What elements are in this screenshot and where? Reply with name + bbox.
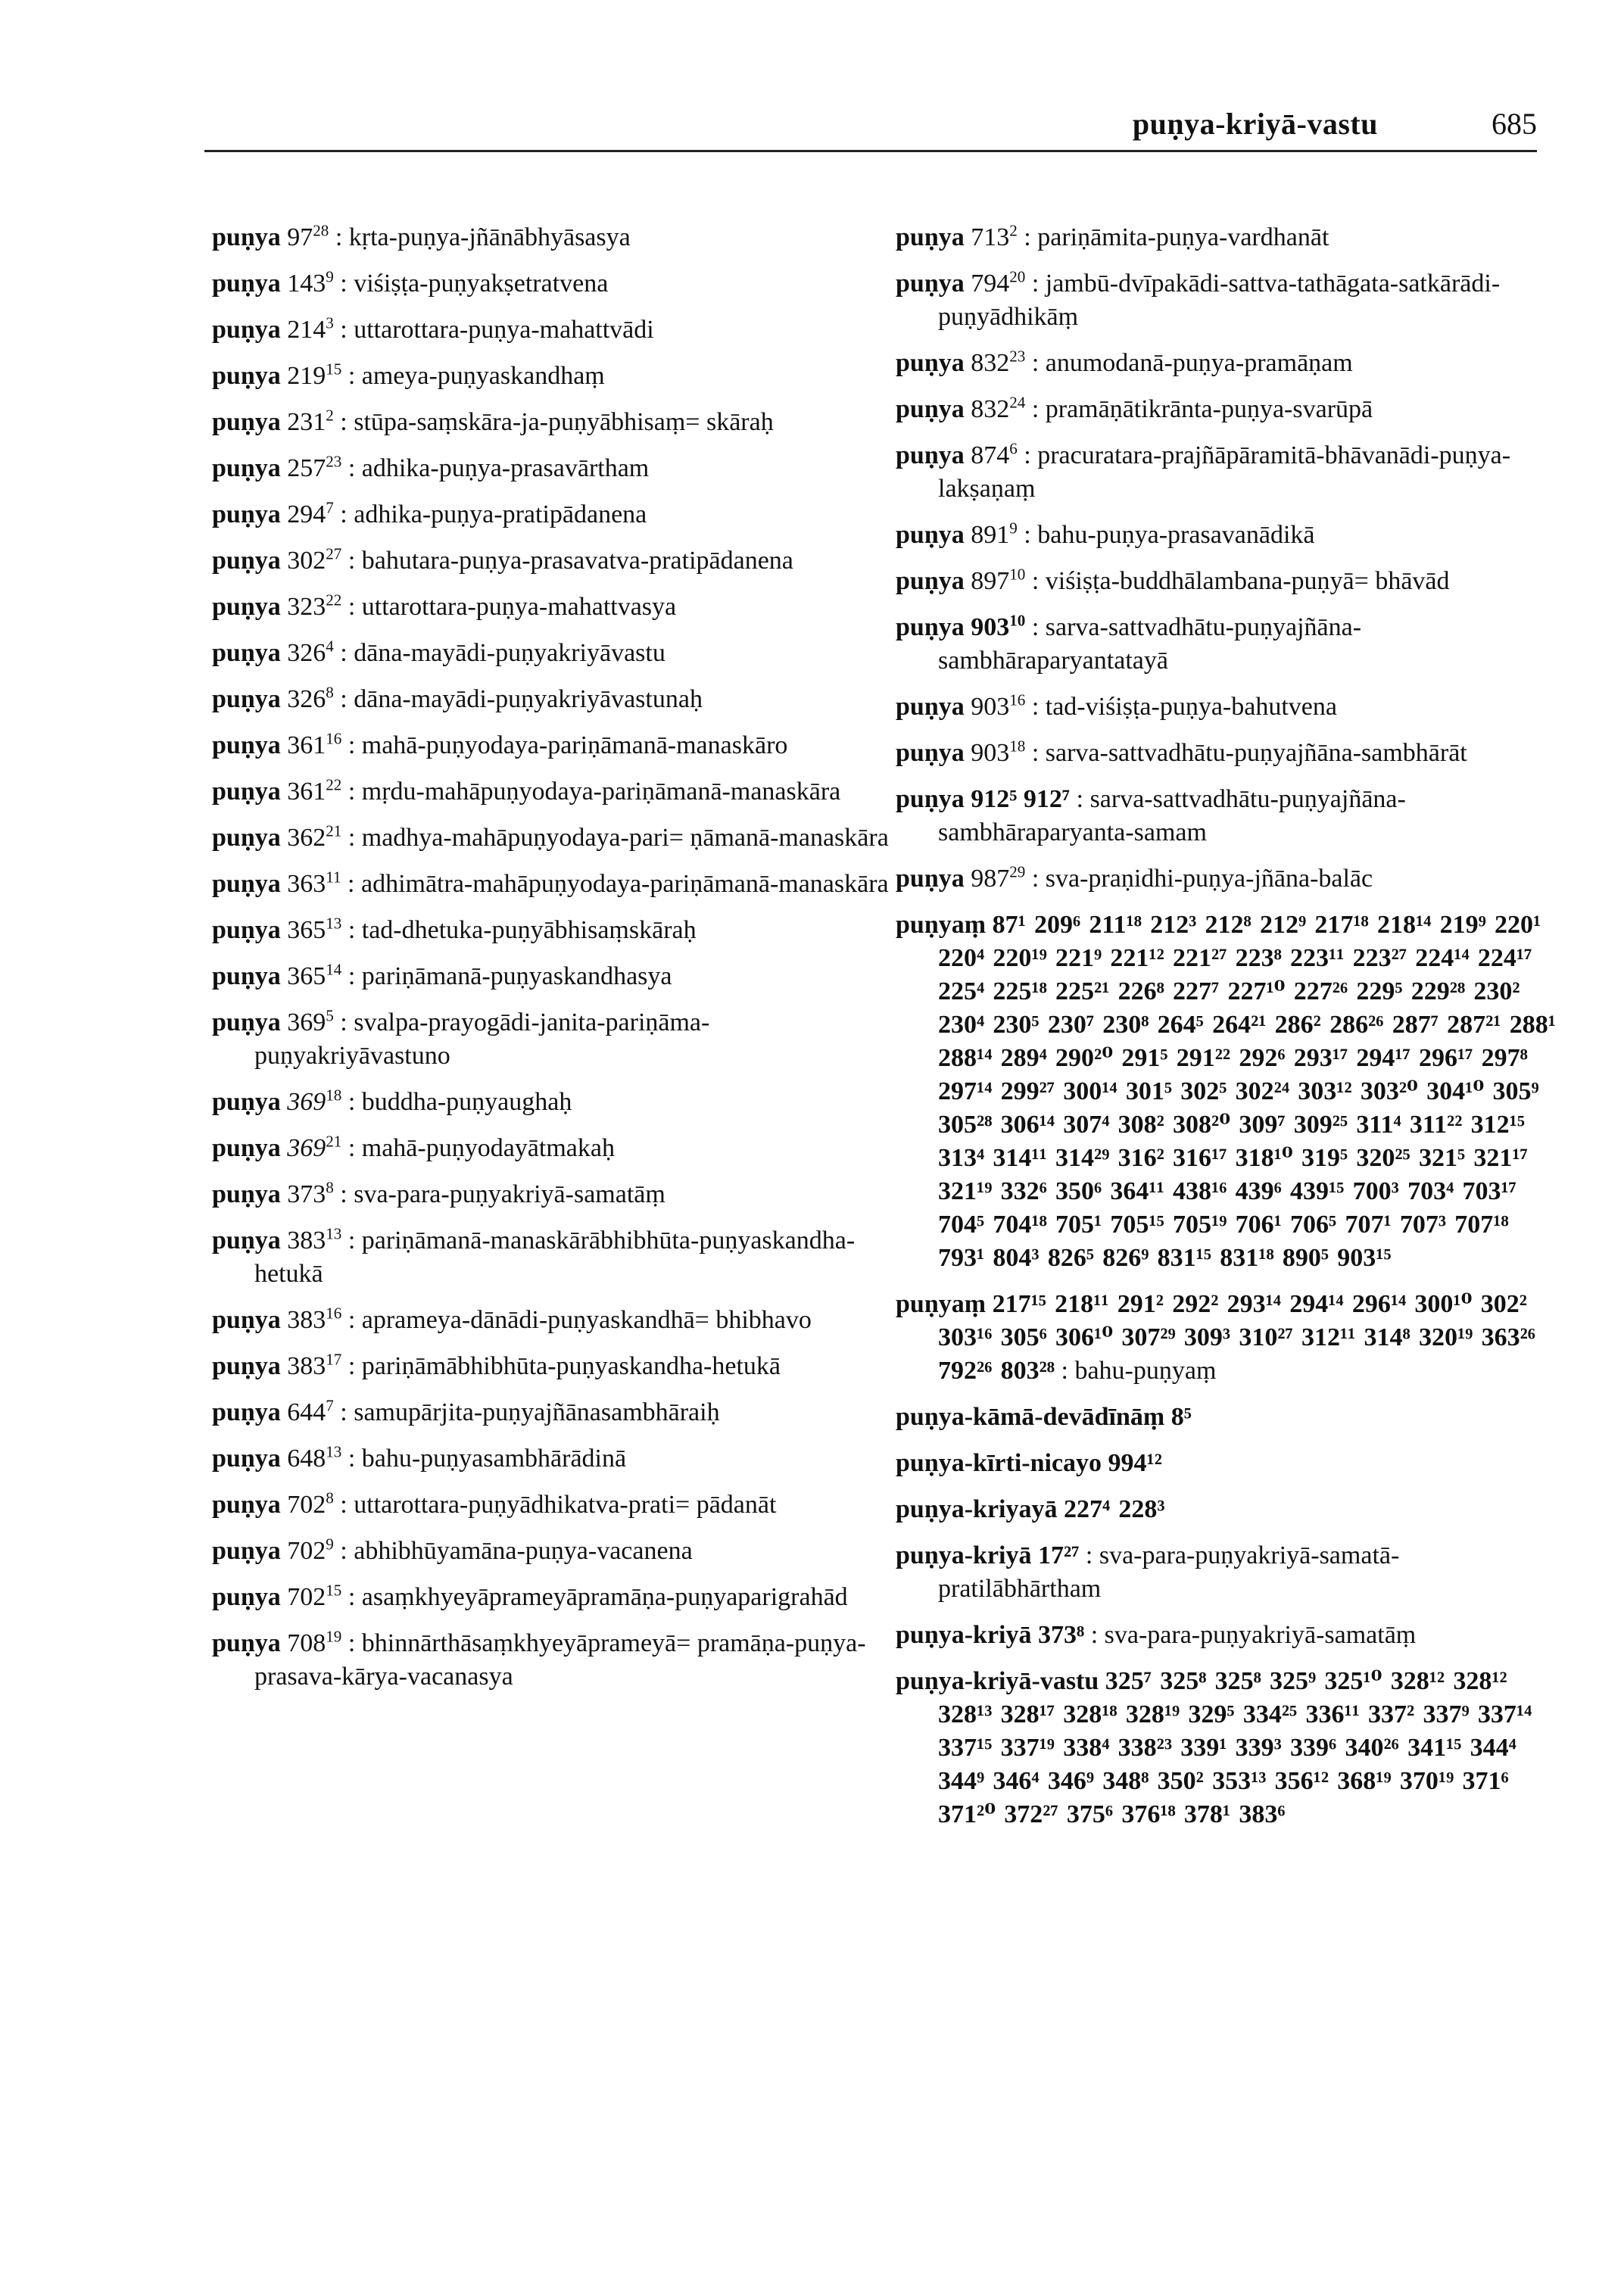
index-entry xyxy=(212,821,893,855)
index-entry xyxy=(212,360,893,393)
entry-reference xyxy=(287,1537,334,1565)
entry-gloss: : pariṇāmanā-manaskārābhibhūta-puṇyaskandha-hetukā xyxy=(254,1226,856,1288)
index-entry xyxy=(212,1442,893,1476)
reference-page: 143 xyxy=(287,270,326,298)
reference-line: 8 xyxy=(326,1178,334,1197)
entry-reference xyxy=(971,567,1025,595)
reference-line: 15 xyxy=(326,360,342,379)
reference-page: 644 xyxy=(287,1398,326,1426)
entry-gloss: : bahu-puṇyasambhārādinā xyxy=(341,1445,627,1473)
reference-page: 373 xyxy=(287,1180,326,1208)
entry-headword: puṇya xyxy=(212,1008,281,1036)
entry-references: 87¹ 209⁶ 211¹⁸ 212³ 212⁸ 212⁹ 217¹⁸ 218¹⁴ 219⁹ 220¹ 220⁴ 220¹⁹ 221⁹ 221¹² 221²⁷ 223⁸ 223¹¹ 223²⁷ 224¹⁴ 224¹⁷ 225⁴ 225¹⁸ 225²¹ 226⁸ 227⁷ 227¹⁰ 227²⁶ 229⁵ 229²⁸ 230² 230⁴ 230⁵ 230⁷ 230⁸ 264⁵ 264²¹ 286² 286²⁶ 287⁷ 287²¹ 288¹ 288¹⁴ 289⁴ 290²⁰ 291⁵ 291²² 292⁶ 293¹⁷ 294¹⁷ 296¹⁷ 297⁸ 297¹⁴ 299²⁷ 300¹⁴ 301⁵ 302⁵ 302²⁴ 303¹² 303²⁰ 304¹⁰ 305⁹ 305²⁸ 306¹⁴ 307⁴ 308² 308²⁰ 309⁷ 309²⁵ 311⁴ 311²² 312¹⁵ 313⁴ 314¹¹ 314²⁹ 316² 316¹⁷ 318¹⁰ 319⁵ 320²⁵ 321⁵ 321¹⁷ 321¹⁹ 332⁶ 350⁶ 364¹¹ 438¹⁶ 439⁶ 439¹⁵ 700³ 703⁴ 703¹⁷ 704⁵ 704¹⁸ 705¹ 705¹⁵ 705¹⁹ 706¹ 706⁵ 707¹ 707³ 707¹⁸ 793¹ 804³ 826⁵ 826⁹ 831¹⁵ 831¹⁸ 890⁵ 903¹⁵ xyxy=(938,911,1556,1272)
page-number: 685 xyxy=(1492,107,1537,141)
entry-reference xyxy=(971,223,1018,251)
entry-headword: puṇya xyxy=(896,567,965,595)
entry-reference xyxy=(287,500,334,528)
reference-line: 27 xyxy=(326,544,342,563)
entry-gloss: : pariṇāmanā-puṇyaskandhasya xyxy=(341,962,672,990)
entry-gloss: : samupārjita-puṇyajñānasambhāraiḥ xyxy=(333,1398,720,1426)
reference-line: 7 xyxy=(326,1396,334,1415)
index-entry xyxy=(212,452,893,485)
reference-page: 903 xyxy=(971,613,1010,641)
entry-reference xyxy=(287,1088,341,1116)
index-entry xyxy=(212,1304,893,1337)
entry-reference xyxy=(287,1488,334,1519)
entry-headword: puṇya xyxy=(212,962,281,990)
index-entry xyxy=(896,1619,1562,1652)
reference-line: 29 xyxy=(1009,862,1026,881)
entry-reference xyxy=(287,223,329,251)
reference-line: 2 xyxy=(326,406,334,425)
entry-references: 17²⁷ xyxy=(1038,1541,1080,1569)
entry-gloss: : pramāṇātikrānta-puṇya-svarūpā xyxy=(1025,395,1373,423)
entry-reference xyxy=(287,544,342,575)
index-entry xyxy=(212,544,893,578)
reference-page: 383 xyxy=(287,1226,326,1255)
reference-line: 13 xyxy=(326,1442,342,1461)
index-entry xyxy=(212,914,893,947)
index-entry xyxy=(896,347,1562,380)
reference-line: 22 xyxy=(326,775,342,794)
entry-headword: puṇyaṃ xyxy=(896,911,987,939)
entry-gloss: : anumodanā-puṇya-pramāṇam xyxy=(1025,349,1353,377)
reference-line: 10 xyxy=(1009,611,1026,630)
reference-line: 7 xyxy=(326,498,334,517)
entry-gloss: : tad-dhetuka-puṇyābhisaṃskāraḥ xyxy=(341,916,697,944)
index-entry xyxy=(212,1178,893,1211)
index-entry xyxy=(896,267,1562,334)
entry-headword: puṇya xyxy=(212,1306,281,1334)
reference-line: 19 xyxy=(326,1627,342,1646)
index-entry xyxy=(212,1224,893,1291)
reference-page: 369 xyxy=(287,1134,326,1162)
index-entry xyxy=(212,683,893,716)
entry-headword: puṇya xyxy=(212,1445,281,1473)
entry-headword: puṇya-kāmā-devādīnāṃ xyxy=(896,1403,1165,1431)
right-column xyxy=(896,221,1562,1844)
entry-gloss: : tad-viśiṣṭa-puṇya-bahutvena xyxy=(1025,693,1337,721)
entry-headword: puṇya-kīrti-nicayo xyxy=(896,1449,1102,1477)
entry-headword: puṇya xyxy=(212,731,281,759)
index-entry xyxy=(896,1401,1562,1434)
entry-headword: puṇya xyxy=(212,270,281,298)
entry-headword: puṇya xyxy=(212,685,281,713)
reference-line: 13 xyxy=(326,914,342,933)
entry-gloss: : dāna-mayādi-puṇyakriyāvastu xyxy=(333,639,665,667)
reference-line: 8 xyxy=(326,1488,334,1507)
entry-headword: puṇya xyxy=(212,454,281,482)
index-entry xyxy=(896,690,1562,724)
reference-page: 326 xyxy=(287,685,326,713)
entry-reference xyxy=(287,1629,341,1657)
index-entry xyxy=(896,1539,1562,1606)
entry-gloss: : adhika-puṇya-prasavārtham xyxy=(341,454,650,482)
entry-gloss: : bahu-puṇyaṃ xyxy=(1055,1357,1217,1385)
reference-line: 3 xyxy=(326,313,334,332)
entry-headword: puṇya xyxy=(896,395,965,423)
index-entry xyxy=(896,909,1562,1275)
index-entry xyxy=(896,439,1562,506)
entry-headword: puṇya-kriyayā xyxy=(896,1495,1058,1523)
reference-page: 702 xyxy=(287,1537,326,1565)
entry-reference xyxy=(971,613,1025,641)
entry-gloss: : sva-para-puṇyakriyā-samatā-pratilābhārtham xyxy=(938,1541,1400,1603)
entry-reference xyxy=(287,685,334,713)
entry-headword: puṇyaṃ xyxy=(896,1290,987,1318)
entry-headword: puṇya xyxy=(212,1629,281,1657)
entry-gloss: : sarva-sattvadhātu-puṇyajñāna-sambhāraparyantatayā xyxy=(938,613,1362,675)
index-entry xyxy=(212,637,893,670)
entry-reference xyxy=(971,267,1026,298)
reference-page: 362 xyxy=(287,824,326,852)
entry-reference xyxy=(287,1442,342,1473)
reference-line: 13 xyxy=(326,1224,342,1243)
reference-line: 4 xyxy=(326,637,334,656)
index-entry xyxy=(212,498,893,531)
entry-gloss: : bhinnārthāsaṃkhyeyāprameyā= pramāṇa-puṇya-prasava-kārya-vacanasya xyxy=(254,1629,866,1691)
entry-headword: puṇya-kriyā xyxy=(896,1621,1032,1649)
entry-reference xyxy=(287,1226,341,1255)
reference-page: 912⁵ 912⁷ xyxy=(971,785,1071,813)
entry-headword: puṇya xyxy=(212,1226,281,1255)
reference-page: 383 xyxy=(287,1306,326,1334)
entry-headword: puṇya xyxy=(212,362,281,390)
reference-page: 713 xyxy=(971,223,1010,251)
entry-references: 8⁵ xyxy=(1170,1403,1192,1431)
entry-gloss: : aprameya-dānādi-puṇyaskandhā= bhibhavo xyxy=(341,1306,812,1334)
entry-gloss: : stūpa-saṃskāra-ja-puṇyābhisaṃ= skāraḥ xyxy=(333,408,774,436)
entry-reference xyxy=(971,521,1018,549)
reference-line: 9 xyxy=(326,267,334,286)
entry-headword: puṇya xyxy=(212,1352,281,1380)
entry-reference xyxy=(287,870,341,898)
reference-line: 10 xyxy=(1009,565,1026,584)
entry-reference xyxy=(287,962,341,990)
entry-reference xyxy=(287,639,334,667)
index-entry xyxy=(212,775,893,809)
reference-page: 323 xyxy=(287,593,326,621)
entry-gloss: : uttarottara-puṇya-mahattvādi xyxy=(333,316,654,344)
index-entry xyxy=(896,1665,1562,1831)
reference-page: 897 xyxy=(971,567,1010,595)
reference-page: 383 xyxy=(287,1352,326,1380)
reference-line: 9 xyxy=(326,1535,334,1554)
reference-line: 16 xyxy=(326,1304,342,1323)
reference-line: 21 xyxy=(326,1132,342,1151)
reference-page: 987 xyxy=(971,865,1010,893)
entry-gloss: : kṛta-puṇya-jñānābhyāsasya xyxy=(329,223,631,251)
entry-gloss: : pariṇāmābhibhūta-puṇyaskandha-hetukā xyxy=(341,1352,781,1380)
entry-headword: puṇya xyxy=(212,500,281,528)
entry-reference xyxy=(971,739,1025,767)
entry-gloss: : dāna-mayādi-puṇyakriyāvastunaḥ xyxy=(333,685,703,713)
entry-reference xyxy=(287,593,341,621)
reference-page: 326 xyxy=(287,639,326,667)
reference-line: 16 xyxy=(1009,690,1026,709)
index-entry xyxy=(212,591,893,624)
entry-headword: puṇya xyxy=(896,521,965,549)
reference-page: 903 xyxy=(971,693,1010,721)
reference-line: 16 xyxy=(326,729,342,748)
entry-reference xyxy=(971,862,1026,893)
entry-reference xyxy=(287,1583,341,1611)
reference-line: 23 xyxy=(1009,347,1026,366)
reference-line: 15 xyxy=(326,1581,342,1600)
reference-line: 21 xyxy=(326,821,342,840)
entry-headword: puṇya-kriyā xyxy=(896,1541,1032,1569)
entry-gloss: : sva-para-puṇyakriyā-samatāṃ xyxy=(1084,1621,1417,1649)
reference-line: 24 xyxy=(1009,393,1026,412)
entry-headword: puṇya xyxy=(896,739,965,767)
reference-page: 363 xyxy=(287,870,326,898)
reference-page: 832 xyxy=(971,395,1010,423)
reference-line: 18 xyxy=(1009,737,1026,756)
entry-headword: puṇya xyxy=(212,1398,281,1426)
entry-gloss: : pracuratara-prajñāpāramitā-bhāvanādi-puṇya-lakṣaṇaṃ xyxy=(938,441,1511,503)
entry-reference xyxy=(287,454,341,482)
entry-headword: puṇya xyxy=(896,785,965,813)
index-entry xyxy=(212,1581,893,1614)
entry-reference xyxy=(971,395,1025,423)
reference-page: 219 xyxy=(287,362,326,390)
entry-headword: puṇya xyxy=(896,223,965,251)
entry-reference xyxy=(287,1008,334,1036)
reference-page: 708 xyxy=(287,1629,326,1657)
entry-gloss: : buddha-puṇyaughaḥ xyxy=(341,1088,572,1116)
entry-headword: puṇya xyxy=(212,593,281,621)
reference-page: 648 xyxy=(287,1445,326,1473)
entry-reference xyxy=(971,441,1018,469)
index-entry xyxy=(896,1288,1562,1388)
entry-reference xyxy=(287,313,334,344)
reference-page: 903 xyxy=(971,739,1010,767)
entry-reference xyxy=(287,775,342,806)
entry-gloss: : bahutara-puṇya-prasavatva-pratipādanena xyxy=(341,547,793,575)
entry-reference xyxy=(287,408,334,436)
reference-line: 8 xyxy=(326,683,334,702)
entry-reference xyxy=(287,362,341,390)
entry-gloss: : adhika-puṇya-pratipādanena xyxy=(333,500,647,528)
reference-page: 97 xyxy=(287,223,313,251)
entry-gloss: : uttarottara-puṇyādhikatva-prati= pādanāt xyxy=(333,1491,777,1519)
index-entry xyxy=(896,565,1562,598)
entry-reference xyxy=(971,785,1070,813)
reference-page: 891 xyxy=(971,521,1010,549)
index-entry xyxy=(212,960,893,993)
entry-headword: puṇya xyxy=(212,1537,281,1565)
entry-headword: puṇya xyxy=(896,441,965,469)
left-column xyxy=(212,221,893,1706)
reference-line: 9 xyxy=(1009,519,1018,538)
entry-headword: puṇya xyxy=(212,639,281,667)
entry-headword: puṇya xyxy=(212,824,281,852)
index-entry xyxy=(212,221,893,254)
entry-headword: puṇya xyxy=(212,223,281,251)
entry-headword: puṇya xyxy=(896,613,965,641)
entry-headword: puṇya xyxy=(212,1491,281,1519)
entry-headword: puṇya xyxy=(896,693,965,721)
reference-line: 2 xyxy=(1009,221,1018,240)
index-entry xyxy=(896,1447,1562,1480)
reference-page: 794 xyxy=(971,270,1010,298)
entry-gloss: : asaṃkhyeyāprameyāpramāṇa-puṇyaparigrahād xyxy=(341,1583,848,1611)
entry-reference xyxy=(287,1134,341,1162)
entry-gloss: : bahu-puṇya-prasavanādikā xyxy=(1017,521,1315,549)
entry-references: 373⁸ xyxy=(1038,1621,1085,1649)
index-entry xyxy=(896,393,1562,426)
index-entry xyxy=(212,1086,893,1119)
entry-gloss: : sva-para-puṇyakriyā-samatāṃ xyxy=(333,1180,665,1208)
reference-page: 365 xyxy=(287,916,326,944)
entry-headword: puṇya xyxy=(896,270,965,298)
entry-headword: puṇya xyxy=(212,1088,281,1116)
entry-headword: puṇya xyxy=(212,870,281,898)
reference-line: 6 xyxy=(1009,439,1018,458)
reference-page: 702 xyxy=(287,1491,326,1519)
entry-reference xyxy=(287,1352,341,1380)
reference-page: 302 xyxy=(287,547,326,575)
index-entry xyxy=(212,729,893,762)
index-entry xyxy=(212,1488,893,1522)
reference-page: 294 xyxy=(287,500,326,528)
entry-gloss: : uttarottara-puṇya-mahattvasya xyxy=(341,593,677,621)
reference-page: 369 xyxy=(287,1008,326,1036)
reference-page: 361 xyxy=(287,778,326,806)
entry-gloss: : sarva-sattvadhātu-puṇyajñāna-sambhāraparyanta-samam xyxy=(938,785,1406,846)
reference-page: 257 xyxy=(287,454,326,482)
entry-gloss: : adhimātra-mahāpuṇyodaya-pariṇāmanā-manaskāra xyxy=(341,870,889,898)
index-entry xyxy=(896,611,1562,678)
entry-references: 325⁷ 325⁸ 325⁸ 325⁹ 325¹⁰ 328¹² 328¹² 328¹³ 328¹⁷ 328¹⁸ 328¹⁹ 329⁵ 334²⁵ 336¹¹ 337² 337⁹ 337¹⁴ 337¹⁵ 337¹⁹ 338⁴ 338²³ 339¹ 339³ 339⁶ 340²⁶ 341¹⁵ 344⁴ 344⁹ 346⁴ 346⁹ 348⁸ 350² 353¹³ 356¹² 368¹⁹ 370¹⁹ 371⁶ 371²⁰ 372²⁷ 375⁶ 376¹⁸ 378¹ 383⁶ xyxy=(938,1667,1532,1828)
reference-line: 5 xyxy=(326,1006,334,1025)
entry-headword: puṇya xyxy=(896,349,965,377)
entry-reference xyxy=(971,349,1025,377)
entry-references: 217¹⁵ 218¹¹ 291² 292² 293¹⁴ 294¹⁴ 296¹⁴ 300¹⁰ 302² 303¹⁶ 305⁶ 306¹⁰ 307²⁹ 309³ 310²⁷ 312¹¹ 314⁸ 320¹⁹ 363²⁶ 792²⁶ 803²⁸ xyxy=(938,1290,1535,1385)
index-entry xyxy=(212,406,893,439)
index-entry xyxy=(212,868,893,901)
entry-headword: puṇya xyxy=(212,1583,281,1611)
index-entry xyxy=(212,313,893,347)
index-entry xyxy=(212,1627,893,1694)
entry-references: 227⁴ 228³ xyxy=(1064,1495,1165,1523)
index-entry xyxy=(896,783,1562,849)
reference-line: 23 xyxy=(326,452,342,471)
reference-page: 832 xyxy=(971,349,1010,377)
index-entry xyxy=(212,1535,893,1568)
running-title: puṇya-kriyā-vastu xyxy=(1132,107,1378,141)
entry-gloss: : madhya-mahāpuṇyodaya-pari= ṇāmanā-manaskāra xyxy=(341,824,889,852)
entry-reference xyxy=(287,267,334,298)
entry-reference xyxy=(971,690,1026,721)
entry-gloss: : mṛdu-mahāpuṇyodaya-pariṇāmanā-manaskāra xyxy=(341,778,841,806)
entry-gloss: : sva-praṇidhi-puṇya-jñāna-balāc xyxy=(1025,865,1373,893)
index-entry xyxy=(212,1006,893,1073)
reference-page: 369 xyxy=(287,1088,326,1116)
entry-references: 994¹² xyxy=(1108,1449,1162,1477)
entry-reference xyxy=(287,731,341,759)
entry-gloss: : mahā-puṇyodaya-pariṇāmanā-manaskāro xyxy=(341,731,788,759)
index-entry xyxy=(896,221,1562,254)
entry-headword: puṇya xyxy=(896,865,965,893)
entry-headword: puṇya xyxy=(212,547,281,575)
reference-line: 28 xyxy=(313,221,329,240)
index-entry xyxy=(212,1350,893,1383)
entry-reference xyxy=(287,916,341,944)
entry-reference xyxy=(287,1180,334,1208)
reference-line: 11 xyxy=(326,868,341,887)
entry-headword: puṇya xyxy=(212,1134,281,1162)
reference-page: 214 xyxy=(287,316,326,344)
entry-gloss: : jambū-dvīpakādi-sattva-tathāgata-satkārādi-puṇyādhikāṃ xyxy=(938,270,1501,331)
entry-headword: puṇya xyxy=(212,408,281,436)
entry-gloss: : svalpa-prayogādi-janita-pariṇāma-puṇyakriyāvastuno xyxy=(254,1008,710,1070)
entry-gloss: : ameya-puṇyaskandhaṃ xyxy=(341,362,605,390)
entry-headword: puṇya xyxy=(212,316,281,344)
page-header xyxy=(204,97,1537,152)
entry-headword: puṇya-kriyā-vastu xyxy=(896,1667,1099,1695)
reference-page: 702 xyxy=(287,1583,326,1611)
entry-headword: puṇya xyxy=(212,916,281,944)
entry-reference xyxy=(287,821,342,852)
index-entry xyxy=(212,1132,893,1165)
reference-line: 22 xyxy=(326,591,342,609)
entry-headword: puṇya xyxy=(212,1180,281,1208)
reference-page: 231 xyxy=(287,408,326,436)
index-entry xyxy=(896,737,1562,770)
entry-reference xyxy=(287,1398,334,1426)
index-entry xyxy=(896,519,1562,552)
reference-page: 874 xyxy=(971,441,1010,469)
entry-gloss: : sarva-sattvadhātu-puṇyajñāna-sambhārāt xyxy=(1025,739,1467,767)
index-entry xyxy=(212,267,893,301)
reference-line: 18 xyxy=(326,1086,342,1105)
reference-line: 14 xyxy=(326,960,342,979)
entry-gloss: : viśiṣṭa-puṇyakṣetratvena xyxy=(333,270,609,298)
entry-reference xyxy=(287,1306,341,1334)
entry-gloss: : pariṇāmita-puṇya-vardhanāt xyxy=(1017,223,1329,251)
index-entry xyxy=(212,1396,893,1429)
entry-gloss: : viśiṣṭa-buddhālambana-puṇyā= bhāvād xyxy=(1025,567,1450,595)
entry-gloss: : mahā-puṇyodayātmakaḥ xyxy=(341,1134,615,1162)
index-entry xyxy=(896,862,1562,896)
entry-gloss: : abhibhūyamāna-puṇya-vacanena xyxy=(333,1537,693,1565)
reference-line: 17 xyxy=(326,1350,342,1369)
entry-headword: puṇya xyxy=(212,778,281,806)
index-entry xyxy=(896,1493,1562,1526)
reference-line: 20 xyxy=(1009,267,1026,286)
reference-page: 365 xyxy=(287,962,326,990)
reference-page: 361 xyxy=(287,731,326,759)
